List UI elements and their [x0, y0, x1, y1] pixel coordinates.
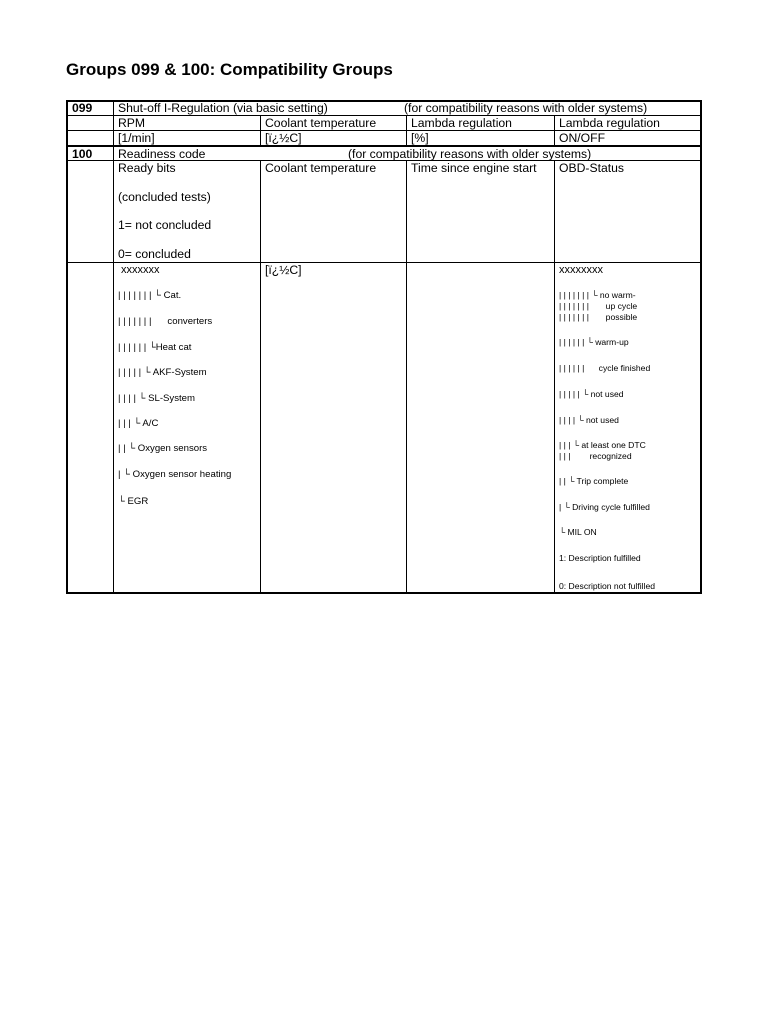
obd-bit-no-warmup-3: | | | | | | | possible — [559, 312, 638, 322]
ready-bits-concluded: 0= concluded — [118, 247, 191, 261]
ready-bits-concluded-tests: (concluded tests) — [118, 190, 211, 204]
ready-bits-heading: Ready bits — [118, 161, 176, 175]
table-border-right — [700, 100, 702, 594]
field-rpm: RPM — [118, 116, 146, 130]
obd-desc-not-fulfilled: 0: Description not fulfilled — [559, 581, 656, 591]
group-number-099: 099 — [72, 101, 93, 115]
field-lambda-regulation: Lambda regulation — [559, 116, 660, 130]
compatibility-groups-table — [66, 100, 702, 594]
ready-bit-oxygen-sensor-heating: | └ Oxygen sensor heating — [118, 469, 232, 480]
obd-bit-dtc-1: | | | └ at least one DTC — [559, 440, 646, 450]
row-rule — [66, 262, 702, 263]
column-rule — [113, 100, 114, 594]
field-lambda-regulation: Lambda regulation — [411, 116, 512, 130]
group-099-note: (for compatibility reasons with older systems) — [404, 101, 648, 115]
obd-bit-trip-complete: | | └ Trip complete — [559, 476, 629, 486]
ready-bits-not-concluded: 1= not concluded — [118, 218, 212, 232]
ready-bit-egr: └ EGR — [118, 496, 149, 507]
coolant-unit: [ï¿½C] — [265, 263, 302, 277]
table-border-left — [66, 100, 68, 594]
obd-status-pattern: xxxxxxxx — [559, 264, 603, 276]
obd-status-heading: OBD-Status — [559, 161, 625, 175]
obd-bit-not-used: | | | | | └ not used — [559, 389, 624, 399]
obd-desc-fulfilled: 1: Description fulfilled — [559, 553, 641, 563]
page-title: Groups 099 & 100: Compatibility Groups — [66, 60, 393, 79]
obd-bit-no-warmup-1: | | | | | | | └ no warm- — [559, 290, 636, 300]
coolant-temperature-heading: Coolant temperature — [265, 161, 377, 175]
unit-rpm: [1/min] — [118, 131, 155, 145]
row-rule — [66, 130, 702, 131]
ready-bit-akf-system: | | | | | └ AKF-System — [118, 367, 207, 378]
column-rule — [260, 115, 261, 146]
column-rule — [406, 160, 407, 594]
obd-bit-warmup-1: | | | | | | └ warm-up — [559, 337, 629, 347]
column-rule — [260, 160, 261, 594]
ready-bit-oxygen-sensors: | | └ Oxygen sensors — [118, 443, 208, 454]
time-since-engine-start-heading: Time since engine start — [411, 161, 537, 175]
obd-bit-dtc-2: | | | recognized — [559, 451, 632, 461]
ready-bit-heat-cat: | | | | | | └Heat cat — [118, 342, 192, 353]
obd-bit-not-used: | | | | └ not used — [559, 415, 619, 425]
unit-lambda: [%] — [411, 131, 429, 145]
field-coolant-temperature: Coolant temperature — [265, 116, 377, 130]
group-100-note: (for compatibility reasons with older systems) — [348, 147, 592, 161]
group-099-description: Shut-off I-Regulation (via basic setting) — [118, 101, 328, 115]
ready-bit-cat: | | | | | | | └ Cat. — [118, 290, 182, 301]
obd-bit-warmup-2: | | | | | | cycle finished — [559, 363, 651, 373]
table-border-bottom — [66, 592, 702, 594]
group-number-100: 100 — [72, 147, 93, 161]
ready-bit-ac: | | | └ A/C — [118, 418, 159, 429]
obd-bit-driving-cycle: | └ Driving cycle fulfilled — [559, 502, 650, 512]
unit-coolant: [ï¿½C] — [265, 131, 302, 145]
obd-bit-no-warmup-2: | | | | | | | up cycle — [559, 301, 638, 311]
ready-bits-pattern: xxxxxxx — [121, 264, 160, 276]
column-rule — [554, 160, 555, 594]
ready-bit-sl-system: | | | | └ SL-System — [118, 393, 196, 404]
obd-bit-mil-on: └ MIL ON — [559, 527, 597, 537]
ready-bit-converters: | | | | | | | converters — [118, 316, 213, 327]
column-rule — [554, 115, 555, 146]
group-100-description: Readiness code — [118, 147, 206, 161]
column-rule — [406, 115, 407, 146]
unit-lambda-onoff: ON/OFF — [559, 131, 606, 145]
